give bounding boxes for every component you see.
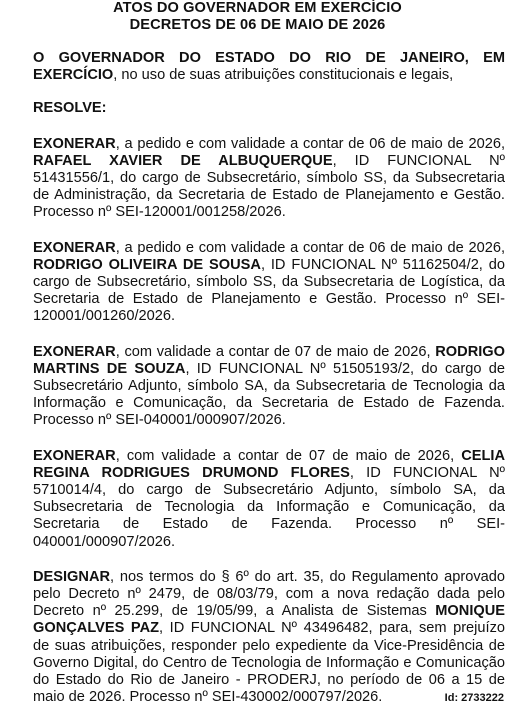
- act-action: EXONERAR: [33, 343, 116, 360]
- act-person-name: CELIA REGINA RODRIGUES DRUMOND FLORES: [33, 447, 505, 481]
- act-paragraph: [33, 569, 505, 707]
- act-person-name: RODRIGO OLIVEIRA DE SOUSA: [33, 256, 261, 273]
- intro-text: , no uso de suas atribuições constitucionais e legais,: [113, 67, 454, 84]
- act-text: , ID FUNCIONAL Nº 51162504/2, do cargo de Subsecretário, símbolo SS, da Subsecretaria de Logística, da Secretaria de Estado de Planejamento e Gestão. Processo nº SEI-120001/001260/2026.: [33, 256, 505, 325]
- act-text: , a pedido e com validade a contar de 06 de maio de 2026,: [115, 135, 505, 152]
- act-text: , ID FUNCIONAL Nº 43496482, para, sem prejuízo de suas atribuições, responder pelo expediente da Vice-Presidência de Governo Digital, do Centro de Tecnologia de Informação e Comunicação do Estado do Rio de Janeiro - PRODERJ, no período de 06 a 15 de maio de 2026. Processo nº SEI-430002/000797/2026.: [33, 620, 505, 706]
- document-header: [0, 0, 515, 34]
- act-text: , com validade a contar de 07 de maio de 2026,: [115, 343, 436, 360]
- act-text: , ID FUNCIONAL Nº 51505193/2, do cargo de Subsecretário Adjunto, símbolo SA, da Subsecretaria de Tecnologia da Informação e Comunicação, da Secretaria de Estado de Fazenda. Processo nº SEI-040001/000907/2026.: [33, 360, 505, 429]
- header-subtitle: DECRETOS DE 06 DE MAIO DE 2026: [129, 17, 386, 33]
- act-paragraph: [33, 240, 505, 326]
- act-text: , com validade a contar de 07 de maio de 2026,: [115, 447, 462, 464]
- document-body: [33, 50, 505, 707]
- act-paragraph: [33, 448, 505, 551]
- act-text: , ID FUNCIONAL Nº 51431556/1, do cargo de Subsecretário, símbolo SS, da Subsecretaria de Administração, da Secretaria de Estado de Planejamento e Gestão. Processo nº SEI-120001/001258/2026.: [33, 152, 506, 221]
- act-text: , nos termos do § 6º do art. 35, do Regulamento aprovado pelo Decreto nº 2479, de 08/03/79, com a nova redação dada pelo Decreto nº 25.299, de 19/05/99, a Analista de Sistemas: [33, 568, 505, 620]
- intro-authority: O GOVERNADOR DO ESTADO DO RIO DE JANEIRO, EM EXERCÍCIO: [33, 50, 505, 84]
- act-person-name: MONIQUE GONÇALVES PAZ: [33, 603, 505, 637]
- intro-paragraph: [33, 50, 505, 84]
- act-action: EXONERAR: [33, 447, 116, 464]
- act-paragraph: [33, 344, 505, 430]
- act-person-name: RODRIGO MARTINS DE SOUZA: [33, 343, 505, 377]
- act-text: , a pedido e com validade a contar de 06 de maio de 2026,: [115, 239, 505, 256]
- act-action: EXONERAR: [33, 239, 116, 256]
- document-id: Id: 2733222: [444, 692, 504, 704]
- act-text: , ID FUNCIONAL Nº 5710014/4, do cargo de Subsecretário Adjunto, símbolo SA, da Subsecretaria de Tecnologia da Informação e Comunicação, da Secretaria de Estado de Fazenda. Processo nº SEI-040001/000907/2026.: [33, 464, 505, 550]
- act-person-name: RAFAEL XAVIER DE ALBUQUERQUE: [33, 152, 333, 169]
- resolve-label: RESOLVE:: [33, 100, 107, 117]
- act-action: EXONERAR: [33, 135, 116, 152]
- act-paragraph: [33, 136, 505, 222]
- header-title: ATOS DO GOVERNADOR EM EXERCÍCIO: [113, 0, 402, 16]
- act-action: DESIGNAR: [33, 568, 111, 585]
- resolve-heading: [33, 100, 505, 117]
